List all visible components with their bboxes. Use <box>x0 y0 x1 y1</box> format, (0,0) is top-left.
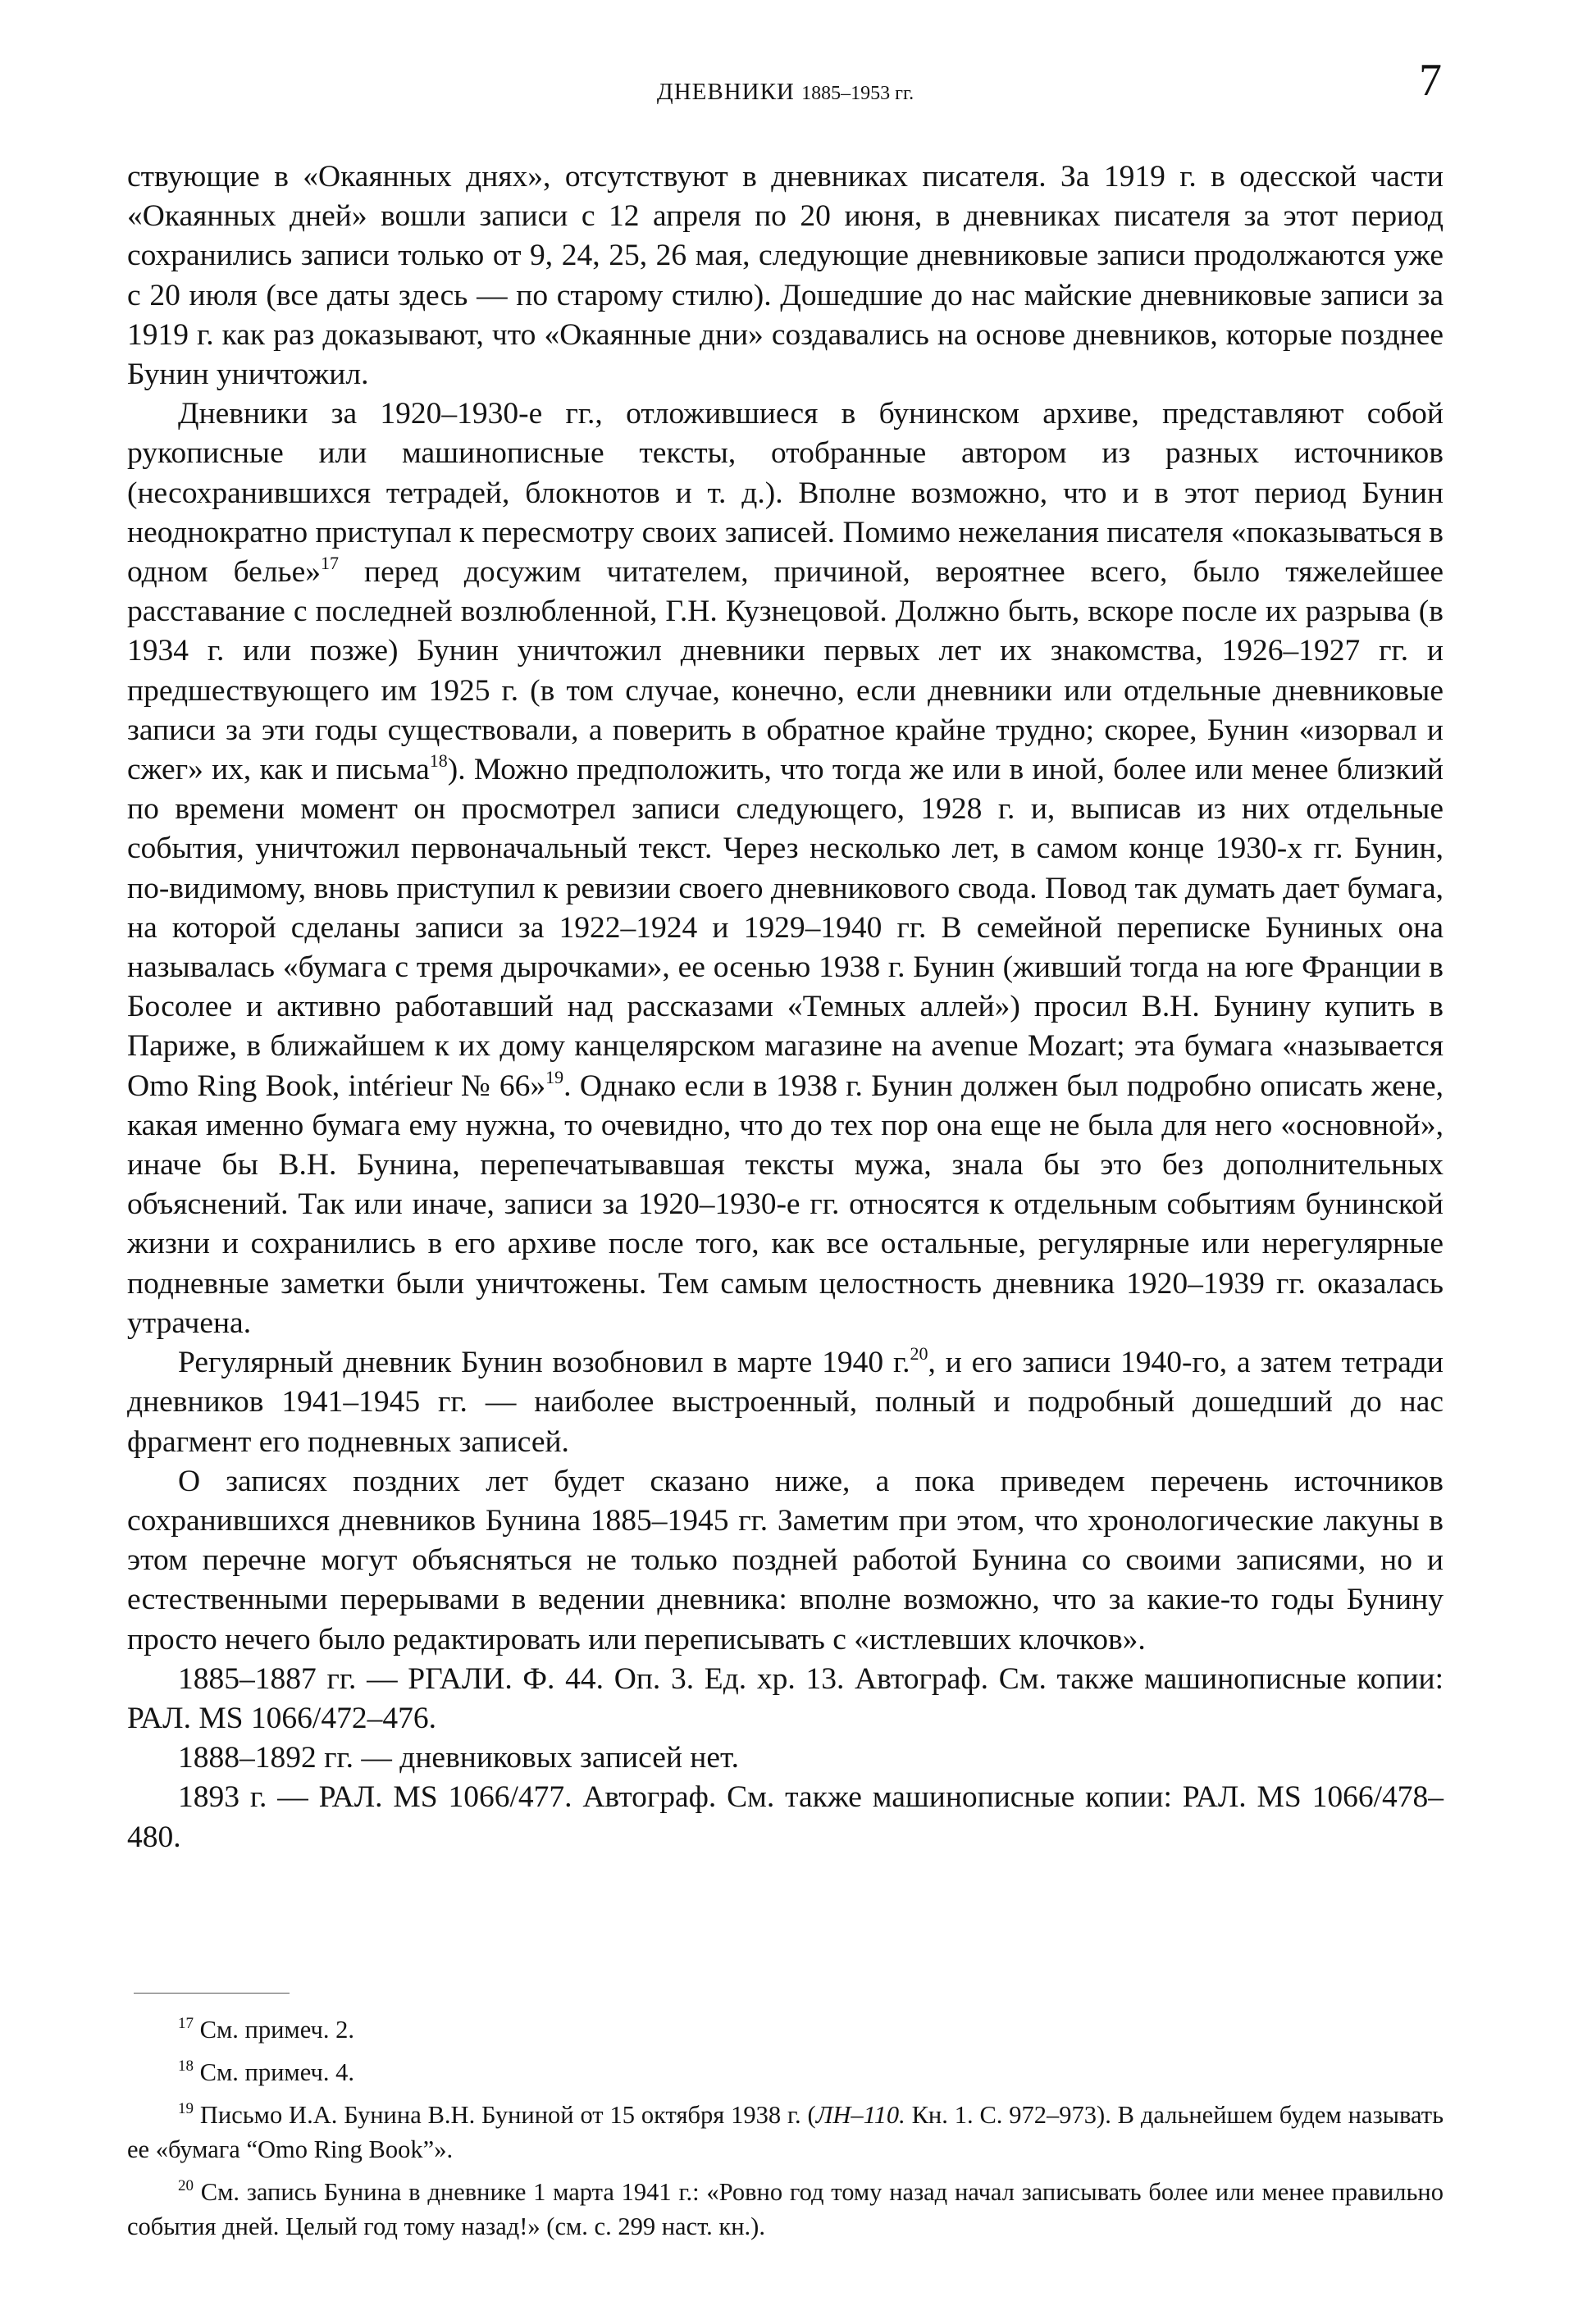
source-entry: 1885–1887 гг. — РГАЛИ. Ф. 44. Оп. 3. Ед. хр. 13. Автограф. См. также машинописные копии: РАЛ. MS 1066/472–476. <box>127 1661 1444 1735</box>
footnote <box>127 2175 1444 2244</box>
source-entry: 1893 г. — РАЛ. MS 1066/477. Автограф. См. также машинописные копии: РАЛ. MS 1066/478–480. <box>127 1780 1444 1854</box>
footnote-text: Кн. 1. С. 972–973). В дальнейшем будем называть ее «бумага “Omo Ring Book”». <box>127 2101 1444 2163</box>
running-title-text: ДНЕВНИКИ <box>656 79 795 105</box>
footnote-ref: 20 <box>910 1343 928 1365</box>
footnote-text: См. примеч. 2. <box>199 2016 354 2044</box>
footnote-ref: 18 <box>429 750 448 772</box>
footnote-citation: ЛН–110. <box>815 2101 905 2129</box>
footnote <box>127 2055 1444 2089</box>
paragraph: ствующие в «Окаянных днях», отсутствуют в дневниках писателя. За 1919 г. в одесской части «Окаянных дней» вошли записи с 12 апреля по 20 июня, в дневниках писателя за этот период сохранились записи только от 9, 24, 25, 26 мая, следующие дневниковые записи продолжаются уже с 20 июля (все даты здесь — по старому стилю). Дошедшие до нас майские дневниковые записи за 1919 г. как раз доказывают, что «Окаянные дни» создавались на основе дневников, которые позднее Бунин уничтожил. <box>127 160 1444 392</box>
footnote <box>127 2012 1444 2047</box>
footnote-text: Письмо И.А. Бунина В.Н. Буниной от 15 октября 1938 г. ( <box>199 2101 816 2129</box>
footnote-number: 18 <box>178 2057 194 2075</box>
running-title-years: 1885–1953 гг. <box>801 83 914 104</box>
paragraph-text: . Однако если в 1938 г. Бунин должен был подробно описать жене, какая именно бумага ему нужна, то очевидно, что до тех пор она еще не была для него «основной», иначе бы В.Н. Бунина, перепечатывавшая тексты мужа, знала бы это без дополнительных объяснений. Так или иначе, записи за 1920–1930-е гг. относятся к отдельным событиям бунинской жизни и сохранились в его архиве после того, как все остальные, регулярные или нерегулярные подневные заметки были уничтожены. Тем самым целостность дневника 1920–1939 гг. оказалась утрачена. <box>127 1069 1444 1340</box>
footnote-divider <box>134 1993 290 1994</box>
paragraph-text: Дневники за 1920–1930-е гг., отложившиеся в бунинском архиве, представляют собой рукописные или машинописные тексты, отобранные автором из разных источников (несохранившихся тетрадей, блокнотов и т. д.). Вполне возможно, что и в этот период Бунин неоднократно приступал к пересмотру своих записей. Помимо нежелания писателя «показываться в одном белье» <box>127 397 1444 590</box>
footnote <box>127 2098 1444 2167</box>
footnotes <box>127 2012 1444 2244</box>
footnote-text: См. запись Бунина в дневнике 1 марта 1941 г.: «Ровно год тому назад начал записывать более или менее правильно события дней. Целый год тому назад!» (см. с. 299 наст. кн.). <box>127 2178 1444 2240</box>
paragraph-text: Регулярный дневник Бунин возобновил в марте 1940 г. <box>178 1346 910 1380</box>
paragraph-text: перед досужим читателем, причиной, вероятнее всего, было тяжелейшее расставание с последней возлюбленной, Г.Н. Кузнецовой. Должно быть, вскоре после их разрыва (в 1934 г. или позже) Бунин уничтожил дневники первых лет их знакомства, 1926–1927 гг. и предшествующего им 1925 г. (в том случае, конечно, если дневники или отдельные дневниковые записи за эти годы существовали, а поверить в обратное крайне трудно; скорее, Бунин «изорвал и сжег» их, как и письма <box>127 555 1444 787</box>
paragraph: О записях поздних лет будет сказано ниже, а пока приведем перечень источников сохранившихся дневников Бунина 1885–1945 гг. Заметим при этом, что хронологические лакуны в этом перечне могут объясняться не только поздней работой Бунина со своими записями, но и естественными перерывами в ведении дневника: вполне возможно, что за какие-то годы Бунину просто нечего было редактировать или переписывать с «истлевших клочков». <box>127 1464 1444 1656</box>
footnote-ref: 17 <box>321 553 340 574</box>
footnote-ref: 19 <box>545 1066 564 1087</box>
footnote-text: См. примеч. 4. <box>199 2058 354 2086</box>
page-number: 7 <box>1419 55 1442 106</box>
body-text <box>127 157 1444 1857</box>
footnote-number: 17 <box>178 2015 194 2032</box>
footnote-number: 19 <box>178 2100 194 2117</box>
running-title <box>127 79 1444 106</box>
paragraph-text: ). Можно предположить, что тогда же или в иной, более или менее близкий по времени момент он просмотрел записи следующего, 1928 г. и, выписав из них отдельные события, уничтожил первоначальный текст. Через несколько лет, в самом конце 1930-х гг. Бунин, по-видимому, вновь приступил к ревизии своего дневникового свода. Повод так думать дает бумага, на которой сделаны записи за 1922–1924 и 1929–1940 гг. В семейной переписке Буниных она называлась «бумага с тремя дырочками», ее осенью 1938 г. Бунин (живший тогда на юге Франции в Босолее и активно работавший над рассказами «Темных аллей») просил В.Н. Бунину купить в Париже, в ближайшем к их дому канцелярском магазине на avenue Mozart; эта бумага «называется Omo Ring Book, intérieur № 66» <box>127 753 1444 1103</box>
footnote-number: 20 <box>178 2177 194 2194</box>
paragraph <box>127 1343 1444 1462</box>
book-page <box>127 57 1444 2272</box>
paragraph-text: , и его записи 1940-го, а затем тетради дневников 1941–1945 гг. — наиболее выстроенный, полный и подробный дошедший до нас фрагмент его подневных записей. <box>127 1346 1444 1459</box>
paragraph <box>127 394 1444 1343</box>
running-header <box>127 57 1444 123</box>
source-entry: 1888–1892 гг. — дневниковых записей нет. <box>178 1741 739 1775</box>
